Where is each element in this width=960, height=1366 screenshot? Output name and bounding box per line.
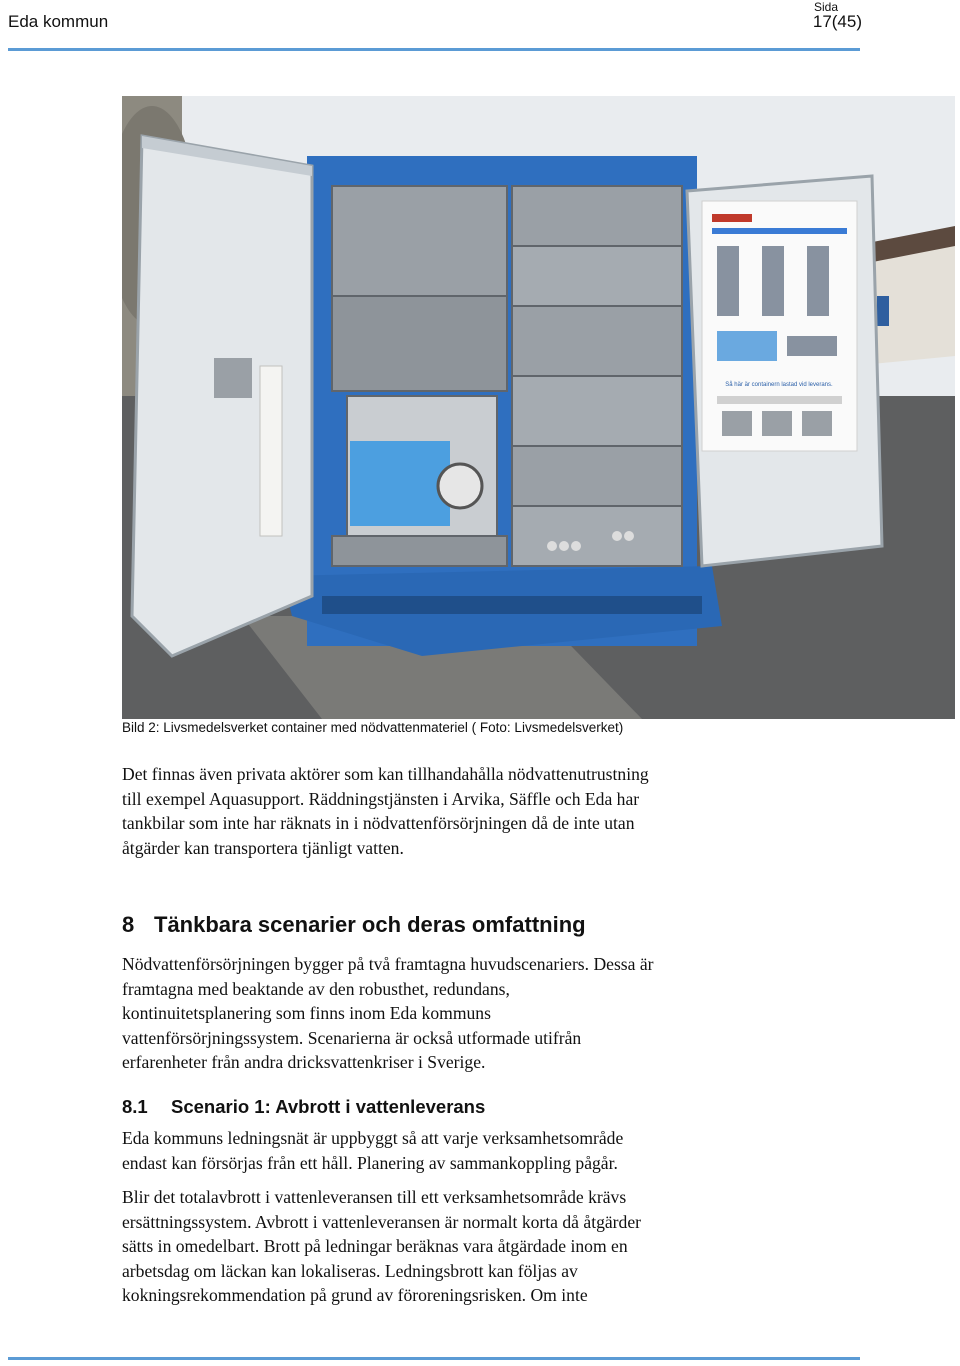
- scenario-1-line: kokningsrekommendation på grund av föroreningsrisken. Om inte: [122, 1285, 588, 1306]
- header-page-label: Sida: [813, 0, 838, 14]
- intro-line: åtgärder kan transportera tjänligt vatten.: [122, 837, 404, 858]
- scenario-1-line: arbetsdag om läckan kan lokaliseras. Ledningsbrott kan följas av: [122, 1260, 578, 1281]
- figure-caption: Bild 2: Livsmedelsverket container med nödvattenmateriel ( Foto: Livsmedelsverket): [122, 720, 624, 735]
- scenario-1-paragraph-b: [122, 1185, 822, 1308]
- intro-line: Det finnas även privata aktörer som kan tillhandahålla nödvattenutrustning: [122, 764, 649, 784]
- section-8-1-heading: [122, 1096, 485, 1118]
- section-8-line: vattenförsörjningssystem. Scenarierna är också utformade utifrån: [122, 1027, 582, 1048]
- scenario-1-line: ersättningssystem. Avbrott i vattenleveransen är normalt korta då åtgärder: [122, 1211, 642, 1232]
- scenario-1-line: Blir det totalavbrott i vattenleveransen till ett verksamhetsområde krävs: [122, 1187, 627, 1207]
- section-8-line: kontinuitetsplanering som finns inom Eda kommuns: [122, 1003, 491, 1024]
- section-8-line: erfarenheter från andra dricksvattenkriser i Sverige.: [122, 1052, 486, 1073]
- header-rule: [8, 48, 860, 51]
- container-photo-illustration: [122, 96, 955, 719]
- section-8-paragraph: [122, 952, 822, 1075]
- section-8-1-title: Scenario 1: Avbrott i vattenleverans: [171, 1096, 486, 1117]
- scenario-1-line: endast kan försörjas från ett håll. Planering av sammankoppling pågår.: [122, 1152, 618, 1173]
- container-photo: [122, 96, 955, 719]
- footer-rule: [8, 1357, 860, 1360]
- header-organization: Eda kommun: [8, 12, 109, 31]
- scenario-1-paragraph-a: [122, 1126, 822, 1175]
- section-8-line: Nödvattenförsörjningen bygger på två framtagna huvudscenariers. Dessa är: [122, 954, 654, 974]
- header-page-number: 17(45): [812, 12, 862, 31]
- section-8-number: 8: [122, 912, 135, 937]
- scenario-1-line: Eda kommuns ledningsnät är uppbyggt så att varje verksamhetsområde: [122, 1128, 624, 1148]
- intro-line: tankbilar som inte har räknats in i nödvattenförsörjningen då de inte utan: [122, 813, 635, 834]
- intro-paragraph: [122, 762, 822, 860]
- section-8-heading: [122, 912, 586, 938]
- poster-title: Så här är containern lastad vid leverans.: [725, 382, 833, 388]
- intro-line: till exempel Aquasupport. Räddningstjänsten i Arvika, Säffle och Eda har: [122, 788, 640, 809]
- section-8-1-number: 8.1: [122, 1096, 148, 1117]
- scenario-1-line: sätts in omedelbart. Brott på ledningar beräknas vara åtgärdade inom en: [122, 1236, 628, 1257]
- section-8-title: Tänkbara scenarier och deras omfattning: [154, 912, 586, 937]
- section-8-line: framtagna med beaktande av den robusthet, redundans,: [122, 978, 510, 999]
